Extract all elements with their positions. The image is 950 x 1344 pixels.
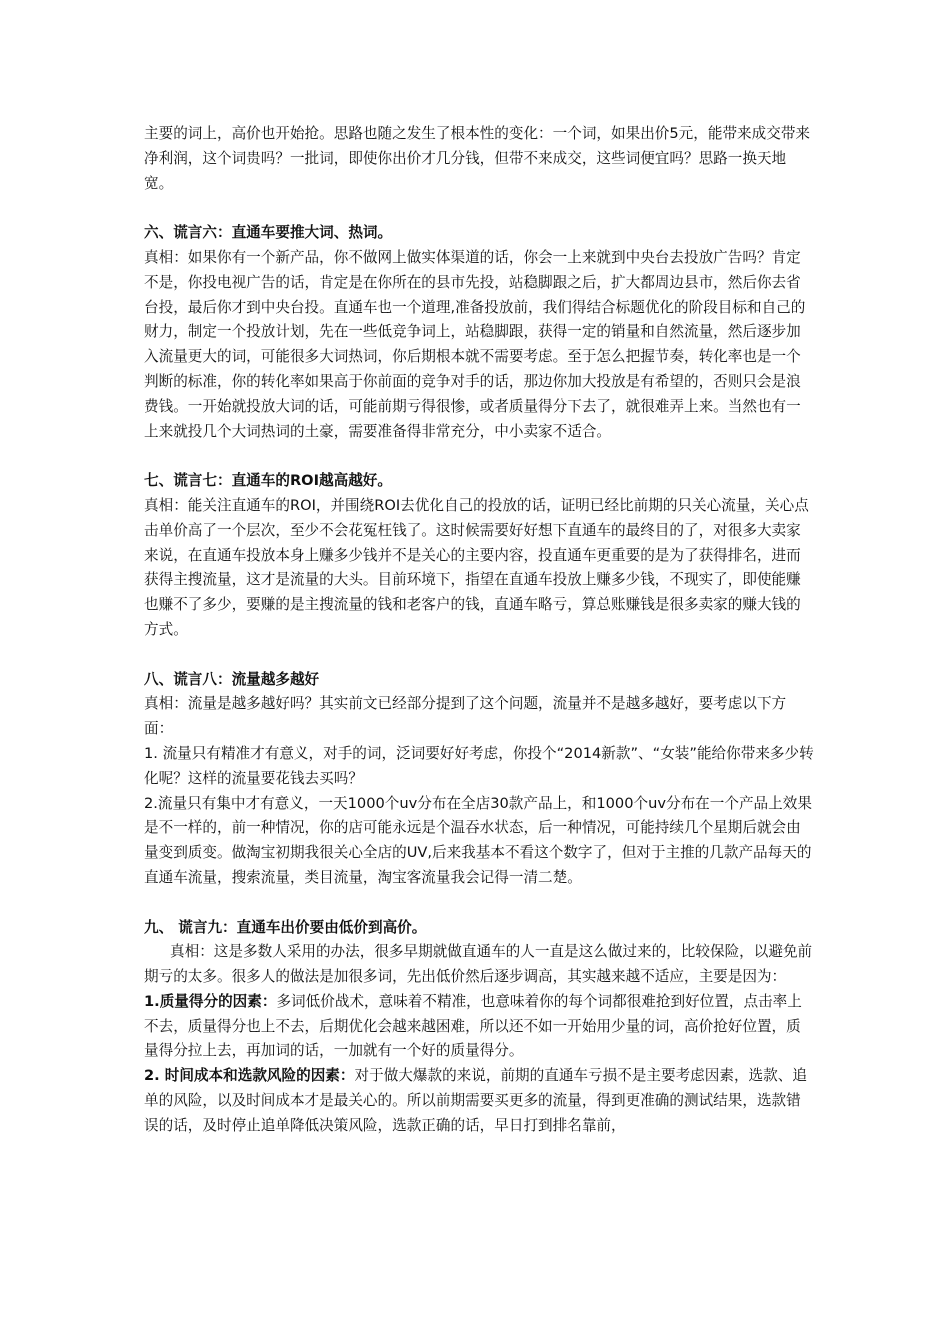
section-6-heading: 六、谎言六：直通车要推大词、热词。 xyxy=(144,224,393,242)
section-9-item-1-text: 多词低价战术，意味着不精准，也意味着你的每个词都很难抢到好位置，点击率上不去，质量得分也上不去，后期优化会越来越困难，所以还不如一开始用少量的词，高价抢好位置，质量得分拉上去，再加词的话，一加就有一个好的质量得分。 xyxy=(144,992,802,1060)
section-9-item-2-text: 对于做大爆款的来说，前期的直通车亏损不是主要考虑因素，选款、追单的风险，以及时间成本才是最关心的。所以前期需要买更多的流量，得到更准确的测试结果，选款错误的话，及时停止追单降低决策风险，选款正确的话，早日打到排名靠前， xyxy=(144,1067,807,1134)
spacer xyxy=(144,444,814,469)
section-8-item-2: 2.流量只有集中才有意义，一天1000个uv分布在全店30款产品上，和1000个uv分布在一个产品上效果是不一样的，前一种情况，你的店可能永远是个温吞水状态，后一种情况，可能持续几个星期后就会由量变到质变。做淘宝初期我很关心全店的UV,后来我基本不看这个数字了，但对于主推的几款产品每天的直通车流量，搜索流量，类目流量，淘宝客流量我会记得一清二楚。 xyxy=(144,794,812,886)
section-9-item-1-label: 1.质量得分的因素： xyxy=(144,992,277,1010)
section-6-body: 真相：如果你有一个新产品，你不做网上做实体渠道的话，你会一上来就到中央台去投放广告吗？肯定不是，你投电视广告的话，肯定是在你所在的县市先投，站稳脚跟之后，扩大都周边县市，然后你去省台投，最后你才到中央台投。直通车也一个道理,准备投放前，我们得结合标题优化的阶段目标和自己的财力，制定一个投放计划，先在一些低竞争词上，站稳脚跟，获得一定的销量和自然流量，然后逐步加入流量更大的词，可能很多大词热词，你后期根本就不需要考虑。至于怎么把握节奏，转化率也是一个判断的标准，你的转化率如果高于你前面的竞争对手的话，那边你加大投放是有希望的，否则只会是浪费钱。一开始就投放大词的话，可能前期亏得很惨，或者质量得分下去了，就很难弄上来。当然也有一上来就投几个大词热词的土豪，需要准备得非常充分，中小卖家不适合。 xyxy=(144,248,806,440)
section-9-heading: 九、 谎言九：直通车出价要由低价到高价。 xyxy=(144,918,427,936)
section-7-body: 真相：能关注直通车的ROI，并围绕ROI去优化自己的投放的话，证明已经比前期的只关心流量，关心点击单价高了一个层次，至少不会花冤枉钱了。这时候需要好好想下直通车的最终目的了，对很多大卖家来说，在直通车投放本身上赚多少钱并不是关心的主要内容，投直通车更重要的是为了获得排名，进而获得主搜流量，这才是流量的大头。目前环境下，指望在直通车投放上赚多少钱，不现实了，即使能赚也赚不了多少，要赚的是主搜流量的钱和老客户的钱，直通车略亏，算总账赚钱是很多卖家的赚大钱的方式。 xyxy=(144,496,809,638)
section-9-body: 真相：这是多数人采用的办法，很多早期就做直通车的人一直是这么做过来的，比较保险，以避免前期亏的太多。很多人的做法是加很多词，先出低价然后逐步调高，其实越来越不适应，主要是因为： xyxy=(144,943,813,986)
intro-paragraph: 主要的词上，高价也开始抢。思路也随之发生了根本性的变化：一个词，如果出价5元，能带来成交带来净利润，这个词贵吗？一批词，即使你出价才几分钱，但带不来成交，这些词便宜吗？思路一换天地宽。 xyxy=(144,125,811,192)
section-9-item-2-label: 2. 时间成本和选款风险的因素： xyxy=(144,1067,355,1085)
section-8-item-1: 1. 流量只有精准才有意义，对手的词，泛词要好好考虑，你投个“2014新款”、“女装”能给你带来多少转化呢？这样的流量要花钱去买吗？ xyxy=(144,744,814,787)
section-9-item-1 xyxy=(144,990,814,1064)
document-page xyxy=(144,122,814,1139)
spacer xyxy=(144,196,814,221)
spacer xyxy=(144,891,814,916)
spacer xyxy=(144,643,814,668)
section-8-heading: 八、谎言八：流量越多越好 xyxy=(144,670,320,688)
section-8-body: 真相：流量是越多越好吗？其实前文已经部分提到了这个问题，流量并不是越多越好，要考虑以下方面： xyxy=(144,695,787,738)
section-9-item-2 xyxy=(144,1064,814,1138)
section-7-heading: 七、谎言七：直通车的ROI越高越好。 xyxy=(144,472,392,490)
